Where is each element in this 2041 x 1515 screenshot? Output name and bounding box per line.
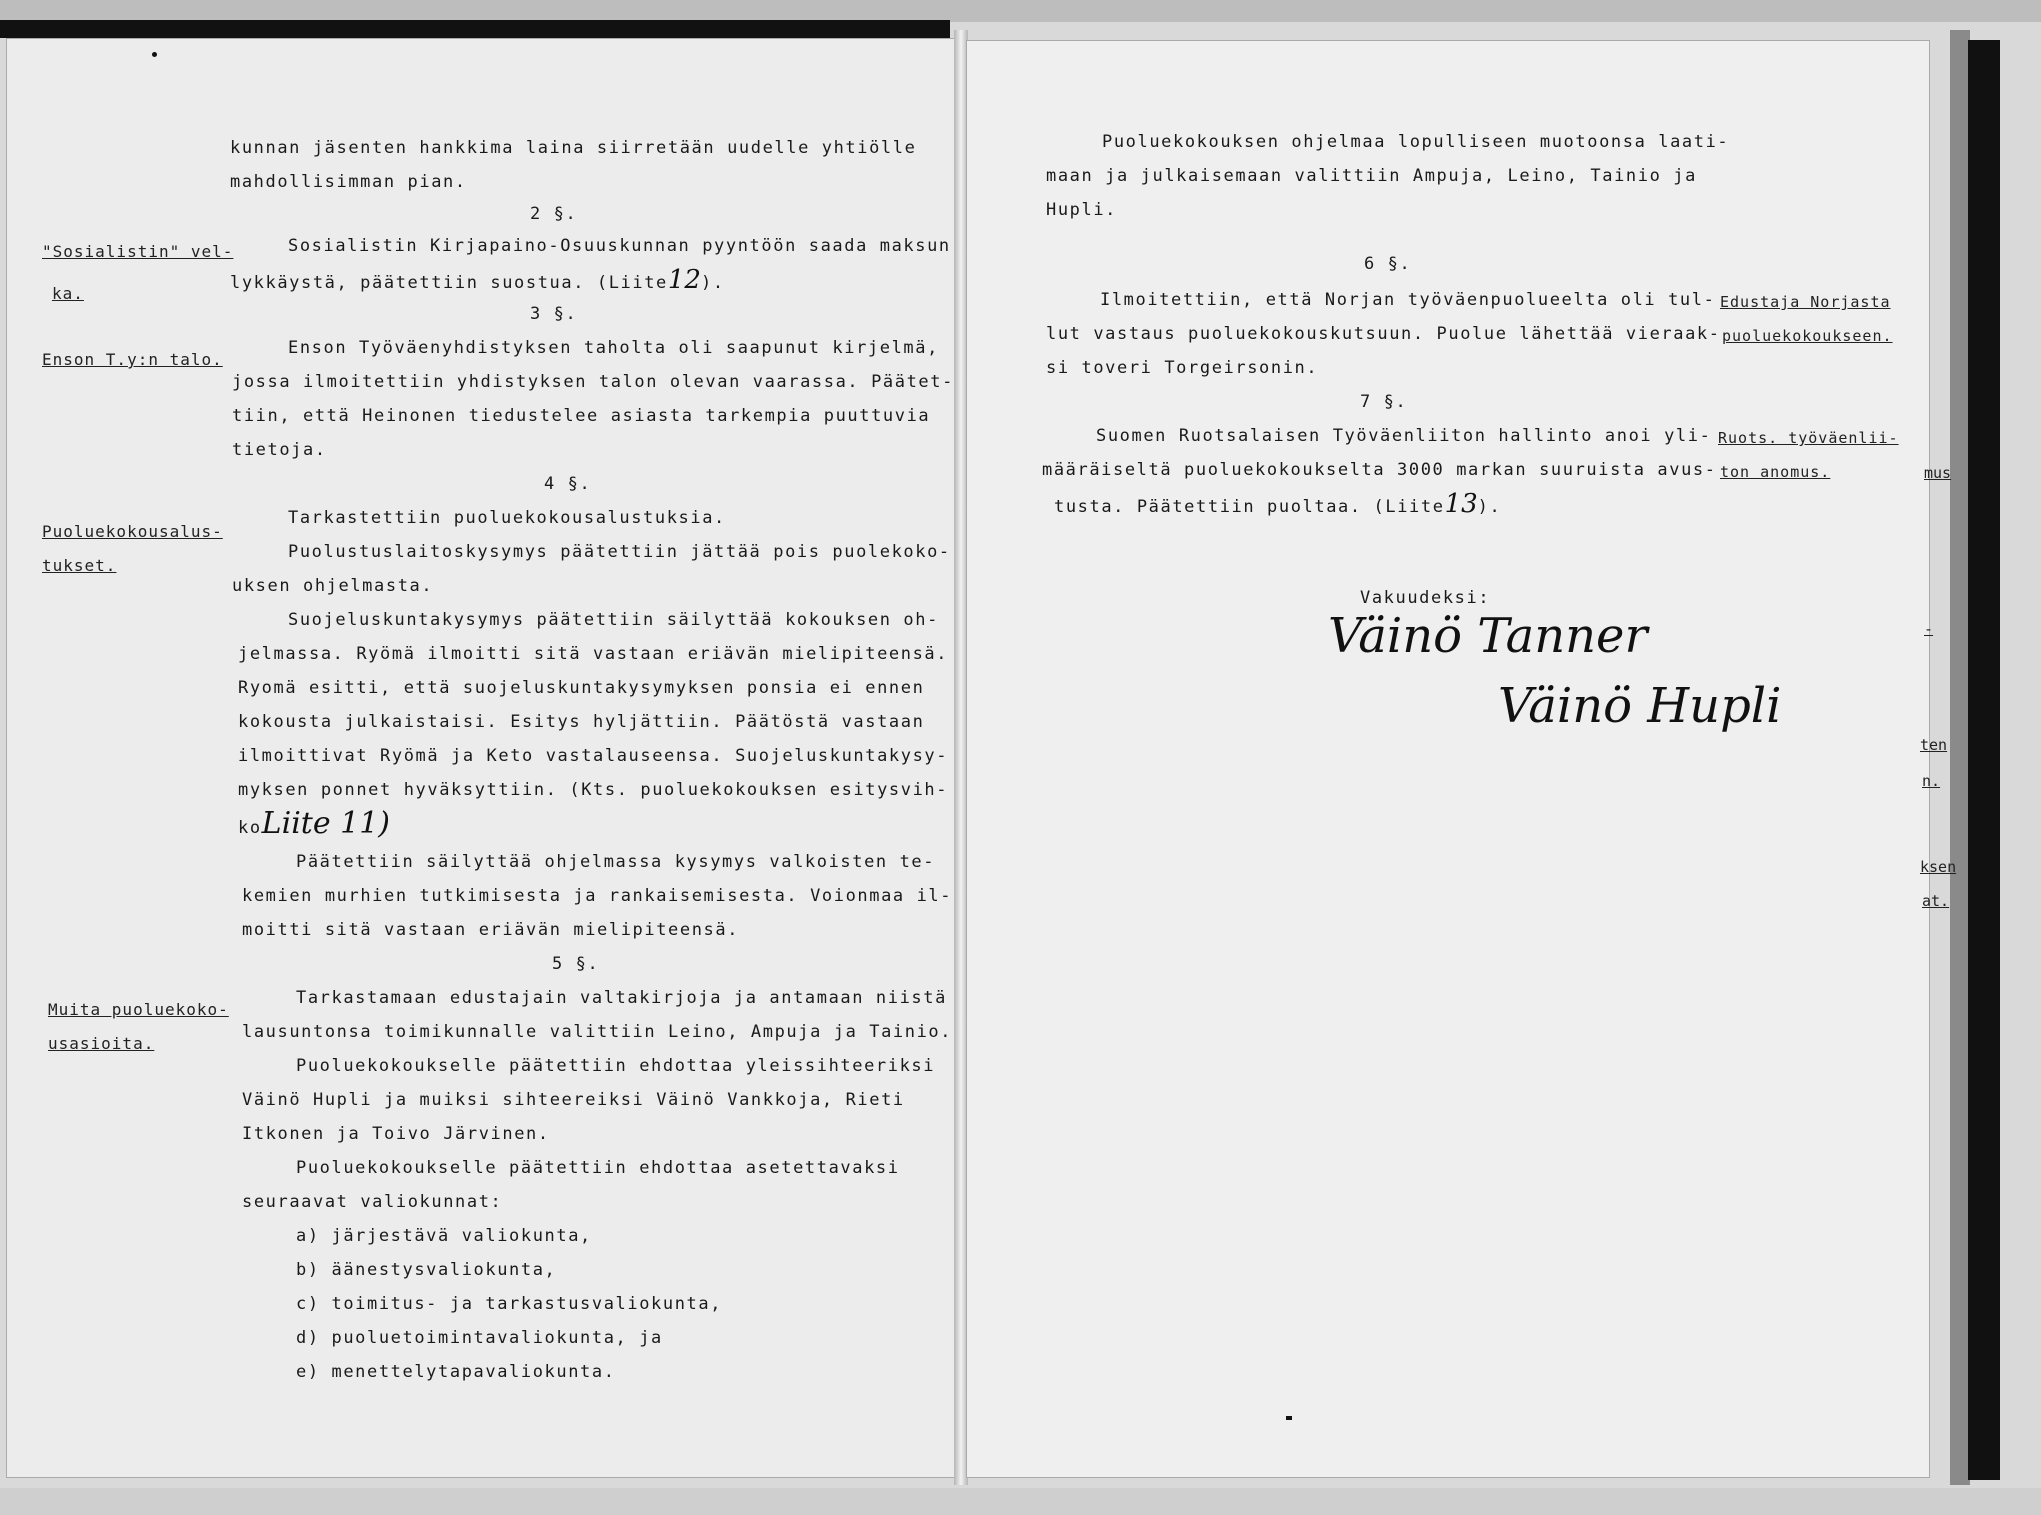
text-line: Tarkastamaan edustajain valtakirjoja ja antamaan niistä bbox=[296, 988, 947, 1008]
text-line: Enson Työväenyhdistyksen taholta oli saapunut kirjelmä, bbox=[288, 338, 939, 358]
text-line: lut vastaus puoluekokouskutsuun. Puolue lähettää vieraak- bbox=[1046, 324, 1721, 344]
cut-off-margin-text: ksen bbox=[1920, 858, 1957, 876]
right-page bbox=[966, 40, 1930, 1478]
signature-label: Vakuudeksi: bbox=[1360, 588, 1491, 608]
text-line: si toveri Torgeirsonin. bbox=[1046, 358, 1319, 378]
text-line: Puolustuslaitoskysymys päätettiin jättää pois puolekoko- bbox=[288, 542, 951, 562]
text-line: jossa ilmoitettiin yhdistyksen talon olevan vaarassa. Päätet- bbox=[232, 372, 954, 392]
left-page bbox=[6, 38, 958, 1478]
text-line bbox=[238, 806, 391, 841]
margin-note-velka: ka. bbox=[52, 284, 84, 303]
text-fragment: ko bbox=[238, 818, 262, 838]
book-top-edge bbox=[0, 20, 950, 38]
handwritten-attachment: Liite 11) bbox=[261, 806, 391, 841]
cut-off-margin-text: at. bbox=[1922, 892, 1950, 910]
text-fragment: tusta. Päätettiin puoltaa. (Liite bbox=[1054, 497, 1445, 517]
text-line: Puoluekokouksen ohjelmaa lopulliseen muotoonsa laati- bbox=[1102, 132, 1730, 152]
text-line: kemien murhien tutkimisesta ja rankaisemisesta. Voionmaa il- bbox=[242, 886, 953, 906]
attachment-number: 13 bbox=[1444, 489, 1478, 519]
text-line: Ryomä esitti, että suojeluskuntakysymyksen ponsia ei ennen bbox=[238, 678, 925, 698]
text-line: seuraavat valiokunnat: bbox=[242, 1192, 503, 1212]
text-line: myksen ponnet hyväksyttiin. (Kts. puoluekokouksen esitysvih- bbox=[238, 780, 949, 800]
text-line: uksen ohjelmasta. bbox=[232, 576, 434, 596]
committee-item-e: e) menettelytapavaliokunta. bbox=[296, 1362, 616, 1382]
section-6-heading: 6 §. bbox=[1364, 254, 1412, 274]
committee-item-c: c) toimitus- ja tarkastusvaliokunta, bbox=[296, 1294, 723, 1314]
text-line: kokousta julkaistaisi. Esitys hyljättiin. Päätöstä vastaan bbox=[238, 712, 925, 732]
signature-tanner: Väinö Tanner bbox=[1328, 608, 1648, 664]
margin-note-muita: Muita puoluekoko- bbox=[48, 1000, 229, 1019]
text-line: Ilmoitettiin, että Norjan työväenpuolueelta oli tul- bbox=[1100, 290, 1716, 310]
text-line: Hupli. bbox=[1046, 200, 1118, 220]
margin-note-usasioita: usasioita. bbox=[48, 1034, 155, 1053]
text-line: Suomen Ruotsalaisen Työväenliiton hallinto anoi yli- bbox=[1096, 426, 1712, 446]
book-cover-edge bbox=[1968, 40, 2000, 1480]
margin-note-puoluekokoukseen: puoluekokoukseen. bbox=[1722, 327, 1893, 345]
text-line: Itkonen ja Toivo Järvinen. bbox=[242, 1124, 550, 1144]
margin-note-enson: Enson T.y:n talo. bbox=[42, 350, 223, 369]
attachment-number: 12 bbox=[667, 265, 701, 295]
signature-hupli: Väinö Hupli bbox=[1498, 678, 1782, 734]
margin-note-tukset: tukset. bbox=[42, 556, 117, 575]
text-line: Suojeluskuntakysymys päätettiin säilyttää kokouksen oh- bbox=[288, 610, 939, 630]
cut-off-margin-text: n. bbox=[1922, 772, 1941, 790]
text-line bbox=[1054, 489, 1502, 519]
section-2-heading: 2 §. bbox=[530, 204, 578, 224]
text-line: tietoja. bbox=[232, 440, 327, 460]
committee-item-b: b) äänestysvaliokunta, bbox=[296, 1260, 557, 1280]
cut-off-margin-text: - bbox=[1924, 620, 1934, 638]
book-page-stack bbox=[1950, 30, 1970, 1485]
text-fragment: ). bbox=[700, 273, 725, 293]
text-fragment: lykkäystä, päätettiin suostua. (Liite bbox=[230, 273, 668, 293]
text-line: lausuntonsa toimikunnalle valittiin Leino, Ampuja ja Tainio. bbox=[242, 1022, 953, 1042]
text-line: mahdollisimman pian. bbox=[230, 172, 467, 192]
text-line: Puoluekokoukselle päätettiin ehdottaa asetettavaksi bbox=[296, 1158, 900, 1178]
section-4-heading: 4 §. bbox=[544, 474, 592, 494]
text-line: kunnan jäsenten hankkima laina siirretään uudelle yhtiölle bbox=[230, 138, 917, 158]
scan-bottom-strip bbox=[0, 1488, 2041, 1515]
text-line: määräiseltä puoluekokoukselta 3000 markan suuruista avus- bbox=[1042, 460, 1717, 480]
text-line: tiin, että Heinonen tiedustelee asiasta tarkempia puuttuvia bbox=[232, 406, 931, 426]
committee-item-a: a) järjestävä valiokunta, bbox=[296, 1226, 592, 1246]
margin-note-edustaja: Edustaja Norjasta bbox=[1720, 293, 1891, 311]
section-3-heading: 3 §. bbox=[530, 304, 578, 324]
text-line bbox=[230, 265, 725, 295]
text-line: Väinö Hupli ja muiksi sihteereiksi Väinö Vankkoja, Rieti bbox=[242, 1090, 905, 1110]
cut-off-margin-text: ten bbox=[1920, 736, 1948, 754]
text-line: Päätettiin säilyttää ohjelmassa kysymys valkoisten te- bbox=[296, 852, 936, 872]
ink-mark bbox=[1286, 1416, 1292, 1420]
margin-note-sosialistin: "Sosialistin" vel- bbox=[42, 242, 234, 261]
text-line: moitti sitä vastaan eriävän mielipiteensä. bbox=[242, 920, 740, 940]
text-line: jelmassa. Ryömä ilmoitti sitä vastaan eriävän mielipiteensä. bbox=[238, 644, 949, 664]
scan-top-strip bbox=[0, 0, 2041, 22]
text-line: ilmoittivat Ryömä ja Keto vastalauseensa. Suojeluskuntakysy- bbox=[238, 746, 949, 766]
margin-note-anomus: ton anomus. bbox=[1720, 463, 1831, 481]
text-line: maan ja julkaisemaan valittiin Ampuja, Leino, Tainio ja bbox=[1046, 166, 1697, 186]
ink-dot bbox=[152, 52, 157, 57]
margin-note-puoluekokousalus: Puoluekokousalus- bbox=[42, 522, 223, 541]
text-line: Puoluekokoukselle päätettiin ehdottaa yleissihteeriksi bbox=[296, 1056, 936, 1076]
text-line: Sosialistin Kirjapaino-Osuuskunnan pyyntöön saada maksun bbox=[288, 236, 951, 256]
cut-off-margin-text: mus bbox=[1924, 464, 1952, 482]
section-7-heading: 7 §. bbox=[1360, 392, 1408, 412]
committee-item-d: d) puoluetoimintavaliokunta, ja bbox=[296, 1328, 663, 1348]
margin-note-ruots: Ruots. työväenlii- bbox=[1718, 429, 1899, 447]
text-line: Tarkastettiin puoluekokousalustuksia. bbox=[288, 508, 726, 528]
section-5-heading: 5 §. bbox=[552, 954, 600, 974]
text-fragment: ). bbox=[1477, 497, 1502, 517]
